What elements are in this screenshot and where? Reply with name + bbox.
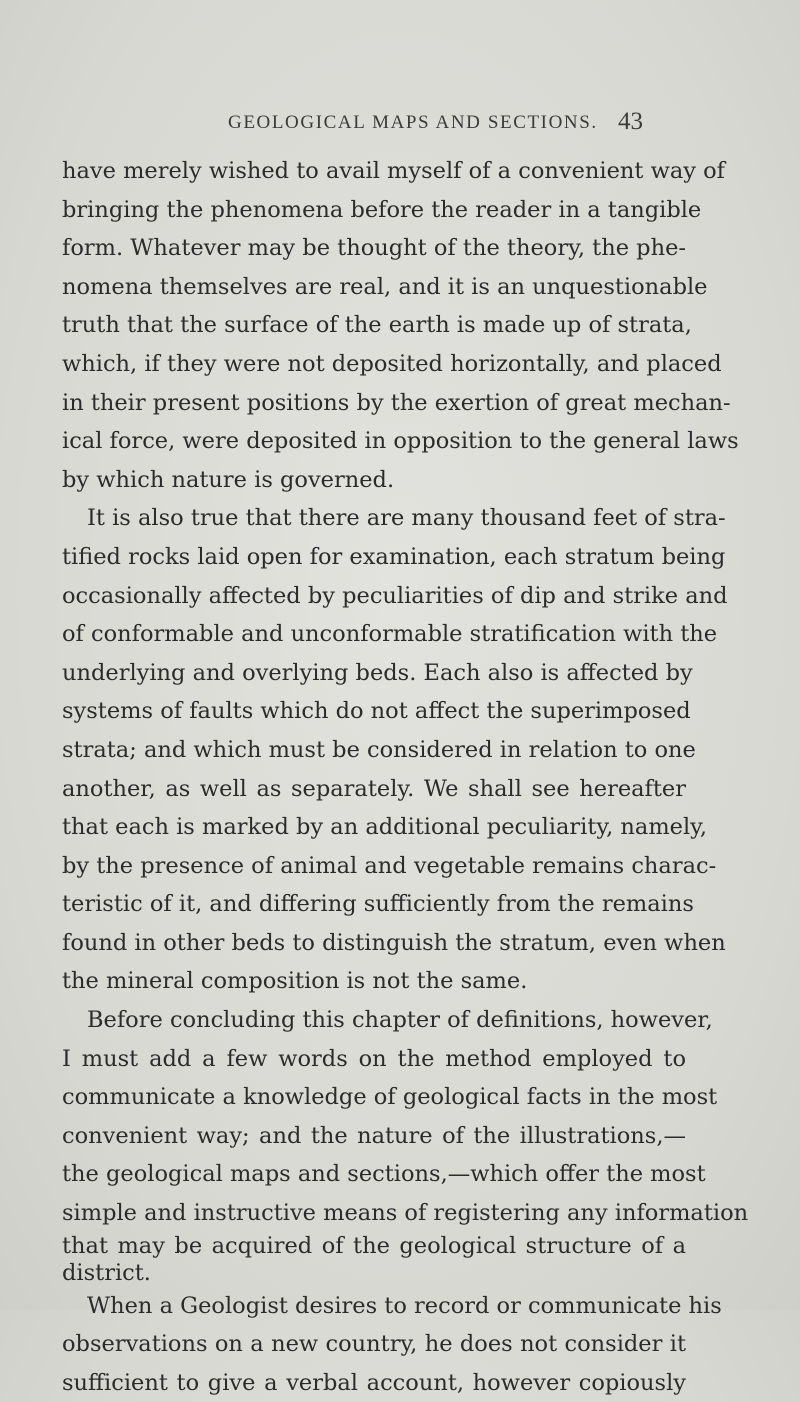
- running-title: GEOLOGICAL MAPS AND SECTIONS.: [228, 112, 598, 133]
- text-line: observations on a new country, he does not consider it: [62, 1331, 686, 1358]
- text-line: the mineral composition is not the same.: [62, 968, 528, 995]
- text-line: by the presence of animal and vegetable remains charac-: [62, 852, 717, 879]
- text-line: district.: [62, 1259, 151, 1286]
- text-line: bringing the phenomena before the reader in a tangible: [62, 196, 702, 223]
- text-line: When a Geologist desires to record or communicate his: [87, 1292, 722, 1319]
- text-line: occasionally affected by peculiarities of dip and strike and: [62, 582, 728, 609]
- text-line: strata; and which must be considered in relation to one: [62, 736, 696, 763]
- text-line: the geological maps and sections,—which offer the most: [62, 1161, 706, 1188]
- text-line: tified rocks laid open for examination, each stratum being: [62, 543, 726, 570]
- text-line: teristic of it, and differing sufficiently from the remains: [62, 891, 694, 918]
- text-line: ical force, were deposited in opposition to the general laws: [62, 428, 739, 455]
- text-line: communicate a knowledge of geological facts in the most: [62, 1084, 718, 1111]
- text-line: nomena themselves are real, and it is an unquestionable: [62, 273, 708, 300]
- text-line: that each is marked by an additional peculiarity, namely,: [62, 814, 708, 841]
- running-head: [0, 108, 800, 142]
- text-line: I must add a few words on the method employed to: [62, 1045, 686, 1072]
- text-line: sufficient to give a verbal account, however copiously: [62, 1369, 686, 1396]
- text-line: by which nature is governed.: [62, 466, 395, 493]
- page-number: 43: [618, 108, 643, 135]
- text-line: simple and instructive means of registering any information: [62, 1200, 749, 1227]
- text-line: Before concluding this chapter of definitions, however,: [87, 1007, 713, 1034]
- text-line: It is also true that there are many thousand feet of stra-: [87, 505, 726, 532]
- text-line: another, as well as separately. We shall see hereafter: [62, 775, 686, 802]
- text-line: which, if they were not deposited horizontally, and placed: [62, 350, 722, 377]
- text-line: have merely wished to avail myself of a convenient way of: [62, 158, 725, 184]
- body-text: [62, 152, 749, 1402]
- text-line: that may be acquired of the geological structure of a: [62, 1232, 686, 1259]
- text-line: found in other beds to distinguish the stratum, even when: [62, 929, 726, 956]
- text-line: of conformable and unconformable stratification with the: [62, 621, 718, 648]
- text-line: in their present positions by the exertion of great mechan-: [62, 389, 731, 416]
- text-line: truth that the surface of the earth is made up of strata,: [62, 312, 692, 339]
- text-line: convenient way; and the nature of the illustrations,—: [62, 1122, 686, 1149]
- text-line: systems of faults which do not affect the superimposed: [62, 698, 691, 725]
- text-line: underlying and overlying beds. Each also is affected by: [62, 659, 693, 686]
- text-line: form. Whatever may be thought of the theory, the phe-: [62, 235, 686, 262]
